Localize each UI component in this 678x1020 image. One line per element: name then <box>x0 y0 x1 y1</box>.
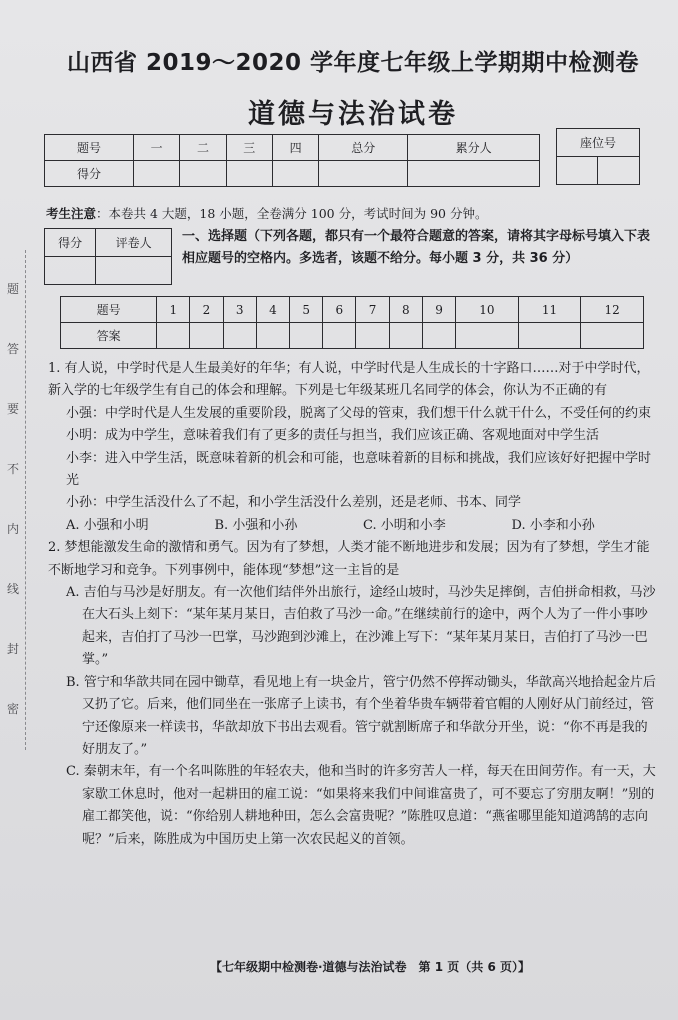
question-number: 10 <box>456 297 519 323</box>
seal-char: 要 <box>6 402 19 416</box>
answer-blank[interactable] <box>356 323 389 349</box>
score-cell: 题号 <box>45 135 134 161</box>
answer-row-label: 题号 <box>61 297 157 323</box>
score-table-header-row <box>45 135 540 161</box>
question-number: 9 <box>422 297 455 323</box>
answer-blank[interactable] <box>581 323 644 349</box>
answer-table <box>60 296 644 349</box>
seal-char: 题 <box>6 282 19 296</box>
answer-blank[interactable] <box>518 323 581 349</box>
score-cell: 累分人 <box>408 135 540 161</box>
question-1-statement: 小明：成为中学生，意味着我们有了更多的责任与担当，我们应该正确、客观地面对中学生活 <box>66 428 600 444</box>
score-blank[interactable] <box>319 161 408 187</box>
answer-blank[interactable] <box>323 323 356 349</box>
question-2-option-c: C. 秦朝末年，有一个名叫陈胜的年轻农夫，他和当时的许多穷苦人一样，每天在田间劳作。有一天，大家歇工休息时，他对一起耕田的雇工说：“如果将来我们中间谁富贵了，可不要忘了穷朋友啊！”别的雇工都笑他，说：“你给别人耕地种田，怎么会富贵呢？”陈胜叹息道：“燕雀哪里能知道鸿鹄的志向呢？”后来，陈胜成为中国历史上第一次农民起义的首领。 <box>66 764 656 847</box>
question-number: 1 <box>157 297 190 323</box>
option-c: C. 小明和小李 <box>363 517 446 533</box>
score-blank[interactable] <box>226 161 272 187</box>
grader-name-label: 评卷人 <box>96 229 172 257</box>
seal-char: 线 <box>6 582 19 596</box>
question-1-statement: 小李：进入中学生活，既意味着新的机会和可能，也意味着新的目标和挑战，我们应该好好把握中学时光 <box>66 450 652 489</box>
seal-char: 封 <box>6 642 19 656</box>
seal-line-margin <box>0 250 26 750</box>
grader-score-blank[interactable] <box>45 257 96 285</box>
exam-title: 山西省 2019～2020 学年度七年级上学期期中检测卷 <box>66 50 640 76</box>
score-row-label: 得分 <box>45 161 134 187</box>
score-cell: 四 <box>272 135 318 161</box>
notice-text: ：本卷共 4 大题，18 小题，全卷满分 100 分，考试时间为 90 分钟。 <box>96 206 488 221</box>
question-number: 8 <box>389 297 422 323</box>
answer-blank[interactable] <box>190 323 223 349</box>
option-a: A. 小强和小明 <box>66 517 149 533</box>
seal-char: 不 <box>6 462 19 476</box>
questions-body <box>48 358 660 851</box>
exam-notice <box>46 204 646 222</box>
answer-blank[interactable] <box>456 323 519 349</box>
seat-number-box <box>556 128 640 185</box>
grader-score-label: 得分 <box>45 229 96 257</box>
score-blank[interactable] <box>272 161 318 187</box>
option-b: B. 小强和小孙 <box>214 517 298 533</box>
question-2-stem: 2. 梦想能激发生命的激情和勇气。因为有了梦想，人类才能不断地进步和发展；因为有了梦想，学生才能不断地学习和竞争。下列事例中，能体现“梦想”这一主旨的是 <box>48 540 650 578</box>
seal-char: 密 <box>6 702 19 716</box>
answer-blank[interactable] <box>223 323 256 349</box>
question-1-statement: 小孙：中学生活没什么了不起，和小学生活没什么差别，还是老师、书本、同学 <box>66 495 522 511</box>
answer-row-label: 答案 <box>61 323 157 349</box>
score-cell: 二 <box>180 135 226 161</box>
question-number: 7 <box>356 297 389 323</box>
answer-blank[interactable] <box>422 323 455 349</box>
seat-number-label: 座位号 <box>557 129 640 157</box>
question-2-option-a: A. 吉伯与马沙是好朋友。有一次他们结伴外出旅行，途经山坡时，马沙失足摔倒，吉伯拼命相救，马沙在大石头上刻下：“某年某月某日，吉伯救了马沙一命。”在继续前行的途中，两个人为了一件小事吵起来，吉伯打了马沙一巴掌，马沙跑到沙滩上，在沙滩上写下：“某年某月某日，吉伯打了马沙一巴掌。” <box>66 585 656 668</box>
question-2-option-b: B. 管宁和华歆共同在园中锄草，看见地上有一块金片，管宁仍然不停挥动锄头，华歆高兴地拾起金片后又扔了它。后来，他们同坐在一张席子上读书，有个坐着华贵车辆带着官帽的人刚好从门前经过，管宁还像原来一样读书，华歆却放下书出去观看。管宁就割断席子和华歆分开坐，说：“你不再是我的好朋友了。” <box>66 674 656 757</box>
score-table-score-row <box>45 161 540 187</box>
score-cell: 总分 <box>319 135 408 161</box>
question-1-stem: 1. 有人说，中学时代是人生最美好的年华；有人说，中学时代是人生成长的十字路口……对于中学时代，新入学的七年级学生有自己的体会和理解。下列是七年级某班几名同学的体会，你认为不正确的有 <box>48 361 650 399</box>
score-table <box>44 134 540 187</box>
notice-label: 考生注意 <box>46 206 97 221</box>
exam-subtitle: 道德与法治试卷 <box>248 99 458 130</box>
page-footer: 【七年级期中检测卷·道德与法治试卷 第 1 页（共 6 页）】 <box>210 960 530 974</box>
option-d: D. 小李和小孙 <box>511 517 595 533</box>
seal-char: 内 <box>6 522 19 536</box>
grader-table <box>44 228 172 285</box>
score-cell: 一 <box>134 135 180 161</box>
seal-char: 答 <box>6 342 19 356</box>
seat-number-blank[interactable] <box>598 157 640 185</box>
score-blank[interactable] <box>408 161 540 187</box>
question-number: 6 <box>323 297 356 323</box>
seat-number-blank[interactable] <box>557 157 598 185</box>
question-1-statement: 小强：中学时代是人生发展的重要阶段，脱离了父母的管束，我们想干什么就干什么，不受任何的约束 <box>66 405 652 421</box>
answer-number-row <box>61 297 644 323</box>
answer-blank[interactable] <box>256 323 289 349</box>
answer-blank[interactable] <box>389 323 422 349</box>
grader-name-blank[interactable] <box>96 257 172 285</box>
score-blank[interactable] <box>134 161 180 187</box>
question-number: 4 <box>256 297 289 323</box>
answer-blank[interactable] <box>290 323 323 349</box>
section-1-heading: 一、选择题（下列各题，都只有一个最符合题意的答案，请将其字母标号填入下表相应题号的空格内。多选者，该题不给分。每小题 3 分，共 36 分） <box>182 229 651 266</box>
question-number: 5 <box>290 297 323 323</box>
answer-blank[interactable] <box>157 323 190 349</box>
question-number: 2 <box>190 297 223 323</box>
question-1-options <box>48 515 660 537</box>
question-number: 12 <box>581 297 644 323</box>
question-number: 11 <box>518 297 581 323</box>
question-number: 3 <box>223 297 256 323</box>
score-blank[interactable] <box>180 161 226 187</box>
answer-blank-row <box>61 323 644 349</box>
score-cell: 三 <box>226 135 272 161</box>
